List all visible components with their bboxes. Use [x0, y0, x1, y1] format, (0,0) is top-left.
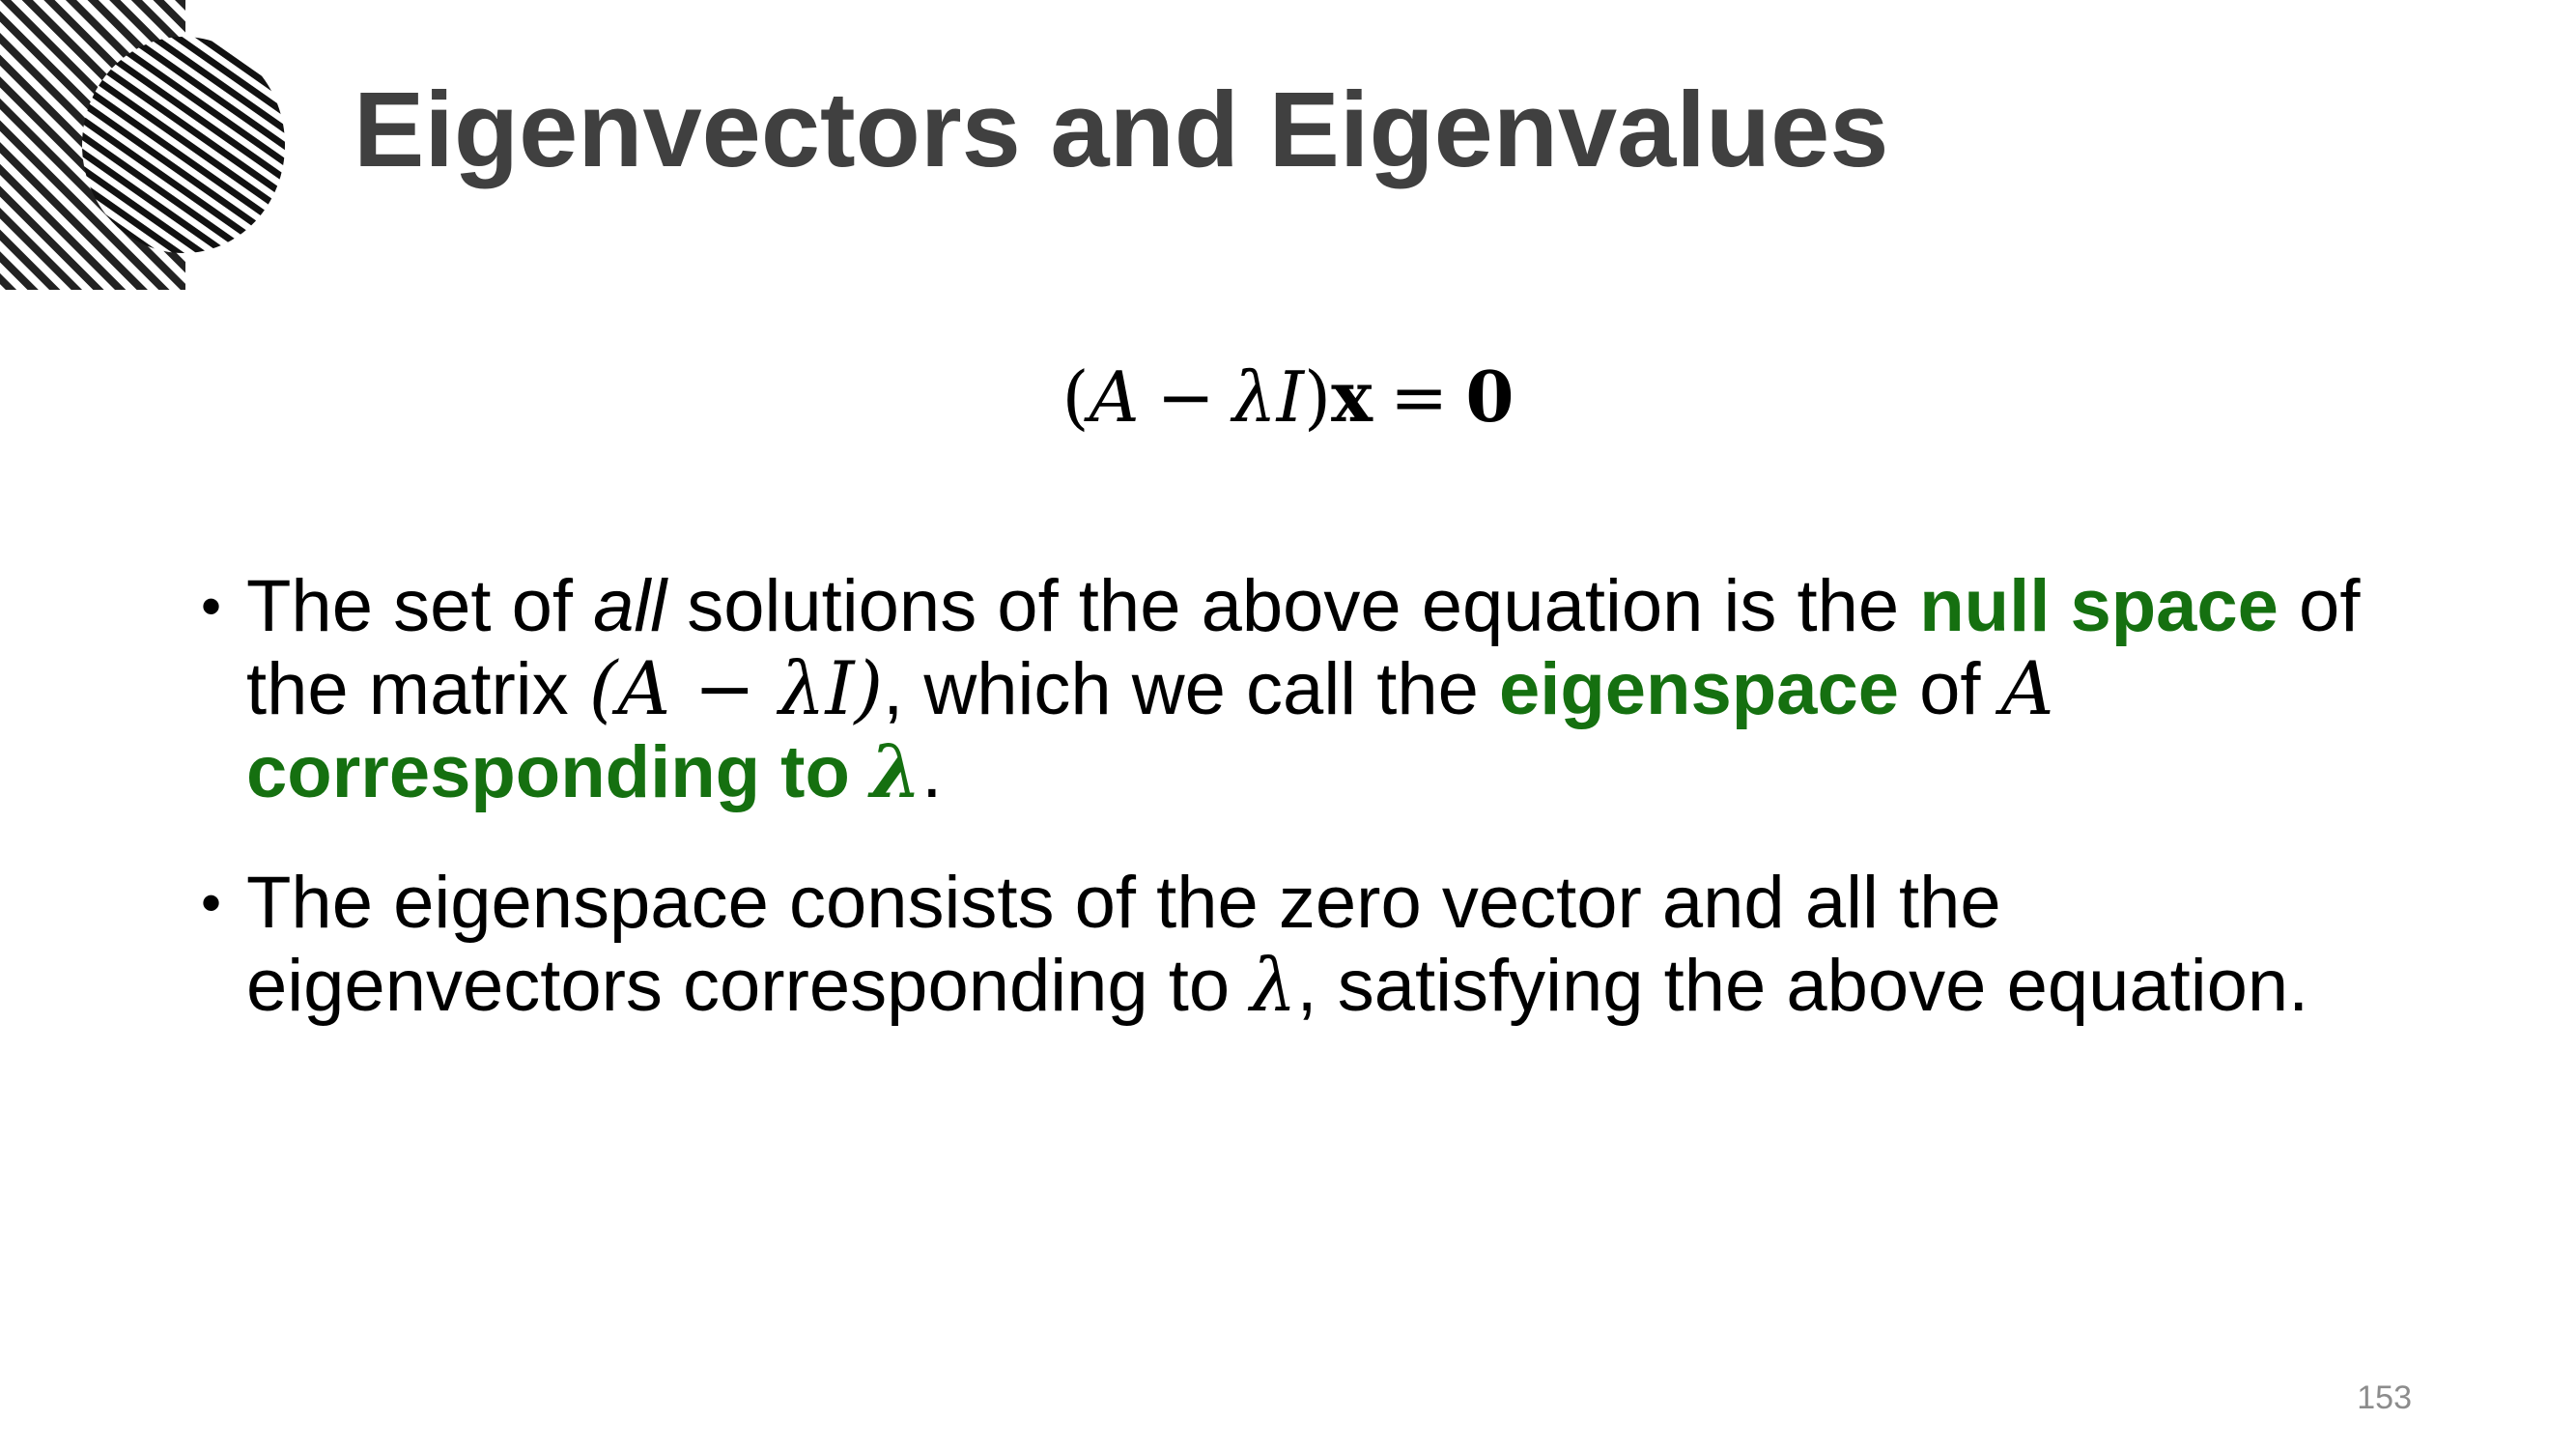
key-term-null-space: null space: [1919, 565, 2279, 647]
equation-zero: 0: [1465, 355, 1514, 438]
equation-close-paren: ): [1304, 356, 1332, 438]
page-number: 153: [2357, 1379, 2412, 1416]
key-term-eigenspace: eigenspace: [1498, 648, 1899, 730]
bullet-text: , which we call the: [883, 648, 1499, 730]
inline-math: λ: [1250, 942, 1297, 1028]
eigen-equation: [0, 354, 2576, 440]
bullet-item: [193, 862, 2415, 1027]
page-title: Eigenvectors and Eigenvalues: [354, 71, 1889, 189]
equation-lambda: λ: [1231, 356, 1277, 438]
key-term-corresponding: corresponding to: [246, 731, 870, 813]
equation-matrix: A: [1089, 356, 1140, 438]
bullet-text: of the matrix: [246, 565, 2361, 730]
inline-math: A: [2000, 645, 2054, 731]
equation-vector: x: [1331, 355, 1373, 438]
hatched-logo-icon: [0, 0, 290, 290]
bullet-list: [193, 565, 2415, 1075]
equation-minus: −: [1156, 356, 1215, 438]
bullet-text: .: [921, 731, 943, 813]
bullet-text: solutions of the above equation is the: [666, 565, 1920, 647]
bullet-item: [193, 565, 2415, 813]
key-term-lambda: λ: [870, 728, 922, 814]
bullet-emphasis: all: [593, 565, 667, 647]
bullet-text: The set of: [246, 565, 594, 647]
bullet-icon: •: [201, 574, 222, 639]
bullet-text: , satisfying the above equation.: [1296, 945, 2309, 1027]
bullet-icon: •: [201, 870, 222, 935]
equation-open-paren: (: [1062, 356, 1090, 438]
bullet-text: of: [1898, 648, 2001, 730]
equation-identity: I: [1276, 356, 1305, 438]
inline-math: (A − λI): [588, 645, 884, 731]
bullet-text: The eigenspace consists of the zero vector and all the eigenvectors corresponding to: [246, 862, 2001, 1027]
equation-equals: =: [1390, 356, 1449, 438]
